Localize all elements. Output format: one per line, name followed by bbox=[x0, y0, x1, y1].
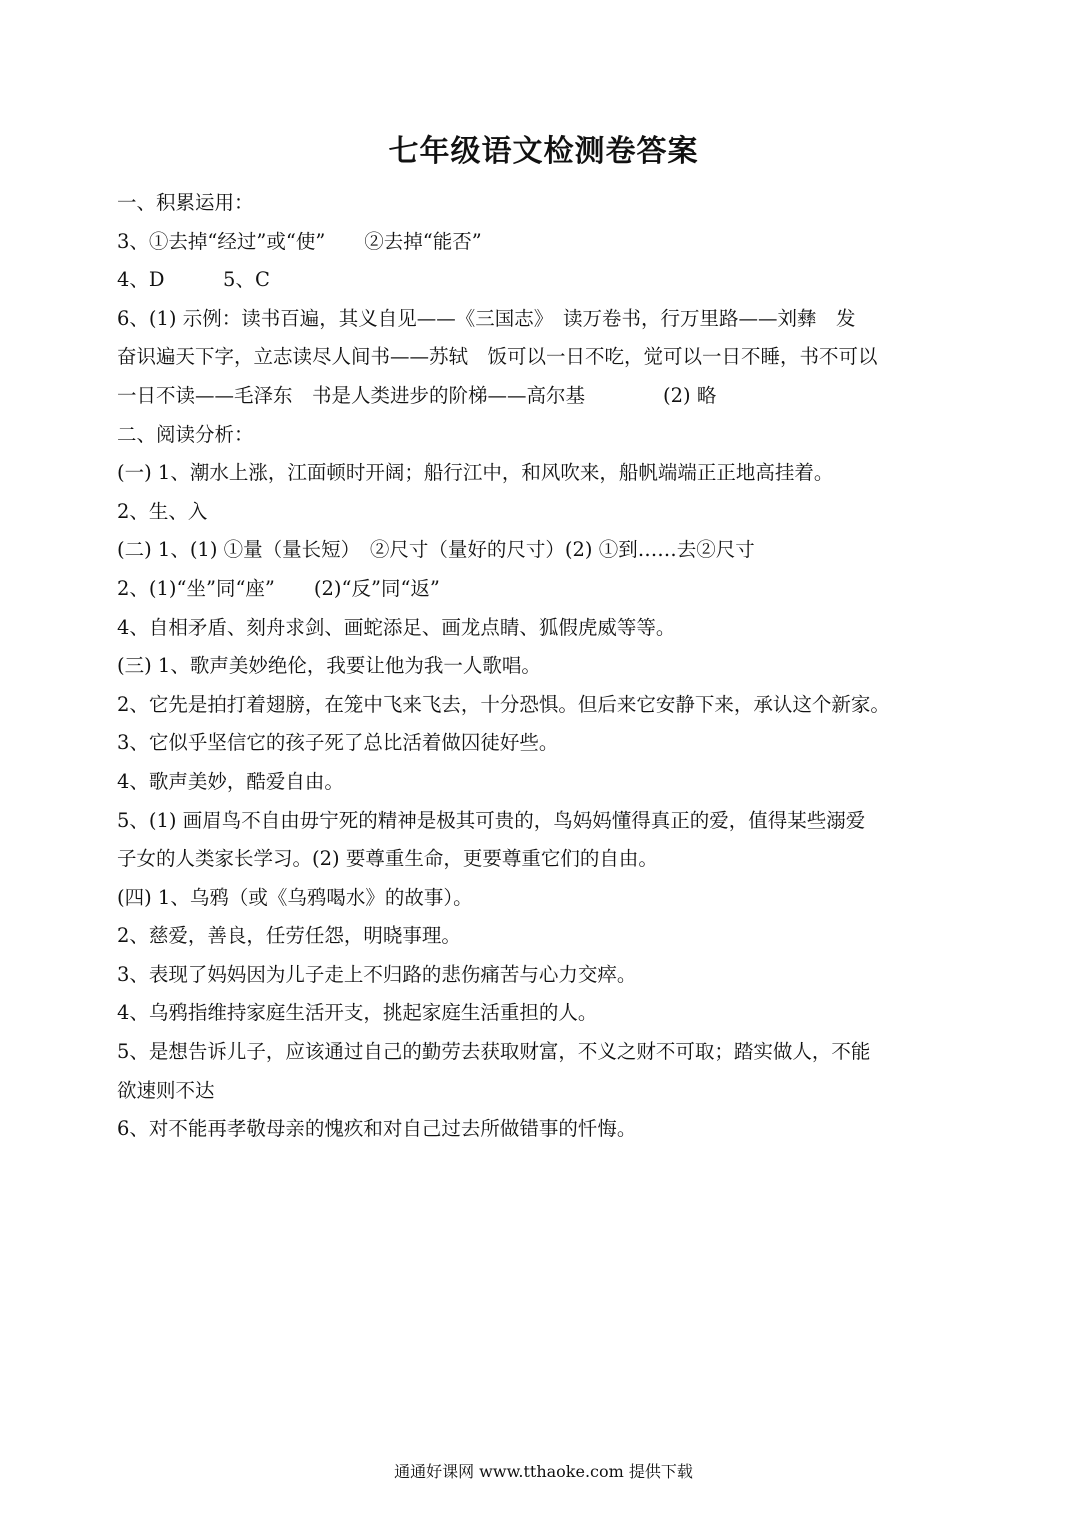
answer-line: 欲速则不达 bbox=[117, 1078, 215, 1102]
answer-line: 4、自相矛盾、刻舟求剑、画蛇添足、画龙点睛、狐假虎威等等。 bbox=[117, 615, 676, 639]
document-title: 七年级语文检测卷答案 bbox=[388, 134, 699, 169]
answer-line: 4、D 5、C bbox=[117, 268, 270, 292]
answer-line: 4、乌鸦指维持家庭生活开支，挑起家庭生活重担的人。 bbox=[117, 1001, 598, 1025]
answer-line: (一) 1、潮水上涨，江面顿时开阔；船行江中，和风吹来，船帆端端正正地高挂着。 bbox=[117, 461, 834, 485]
answer-line: (二) 1、(1) ①量（量长短） ②尺寸（量好的尺寸）(2) ①到……去②尺寸 bbox=[117, 538, 755, 562]
answer-line: 2、它先是拍打着翅膀，在笼中飞来飞去，十分恐惧。但后来它安静下来，承认这个新家。 bbox=[117, 692, 890, 716]
page-footer: 通通好课网 www.tthaoke.com 提供下载 bbox=[394, 1462, 693, 1481]
section-heading: 一、积累运用： bbox=[117, 191, 254, 214]
answer-line: 6、对不能再孝敬母亲的愧疚和对自己过去所做错事的忏悔。 bbox=[117, 1117, 637, 1141]
answer-line: 6、(1) 示例：读书百遍，其义自见——《三国志》 读万卷书，行万里路——刘彝 发 bbox=[117, 306, 856, 330]
answer-line: (三) 1、歌声美妙绝伦，我要让他为我一人歌唱。 bbox=[117, 654, 541, 678]
section-heading: 二、阅读分析： bbox=[117, 422, 254, 446]
answer-line: 奋识遍天下字，立志读尽人间书——苏轼 饭可以一日不吃，觉可以一日不睡，书不可以 bbox=[117, 345, 878, 369]
answer-line: (四) 1、乌鸦（或《乌鸦喝水》的故事）。 bbox=[117, 885, 473, 909]
answer-line: 3、它似乎坚信它的孩子死了总比活着做囚徒好些。 bbox=[117, 731, 559, 755]
answer-line: 一日不读——毛泽东 书是人类进步的阶梯——高尔基 (2) 略 bbox=[117, 383, 717, 407]
answer-line: 5、是想告诉儿子，应该通过自己的勤劳去获取财富，不义之财不可取；踏实做人，不能 bbox=[117, 1040, 871, 1064]
answer-line: 4、歌声美妙，酷爱自由。 bbox=[117, 769, 344, 793]
answer-line: 子女的人类家长学习。(2) 要尊重生命，更要尊重它们的自由。 bbox=[117, 847, 658, 871]
answer-line: 3、①去掉“经过”或“使” ②去掉“能否” bbox=[117, 229, 482, 253]
answer-line: 2、生、入 bbox=[117, 499, 208, 523]
answer-line: 5、(1) 画眉鸟不自由毋宁死的精神是极其可贵的，鸟妈妈懂得真正的爱，值得某些溺爱 bbox=[117, 808, 866, 832]
answer-body bbox=[117, 184, 977, 1149]
answer-line: 3、表现了妈妈因为儿子走上不归路的悲伤痛苦与心力交瘁。 bbox=[117, 962, 637, 986]
answer-line: 2、(1)“坐”同“座” (2)“反”同“返” bbox=[117, 576, 440, 600]
answer-line: 2、慈爱，善良，任劳任怨，明晓事理。 bbox=[117, 924, 461, 948]
